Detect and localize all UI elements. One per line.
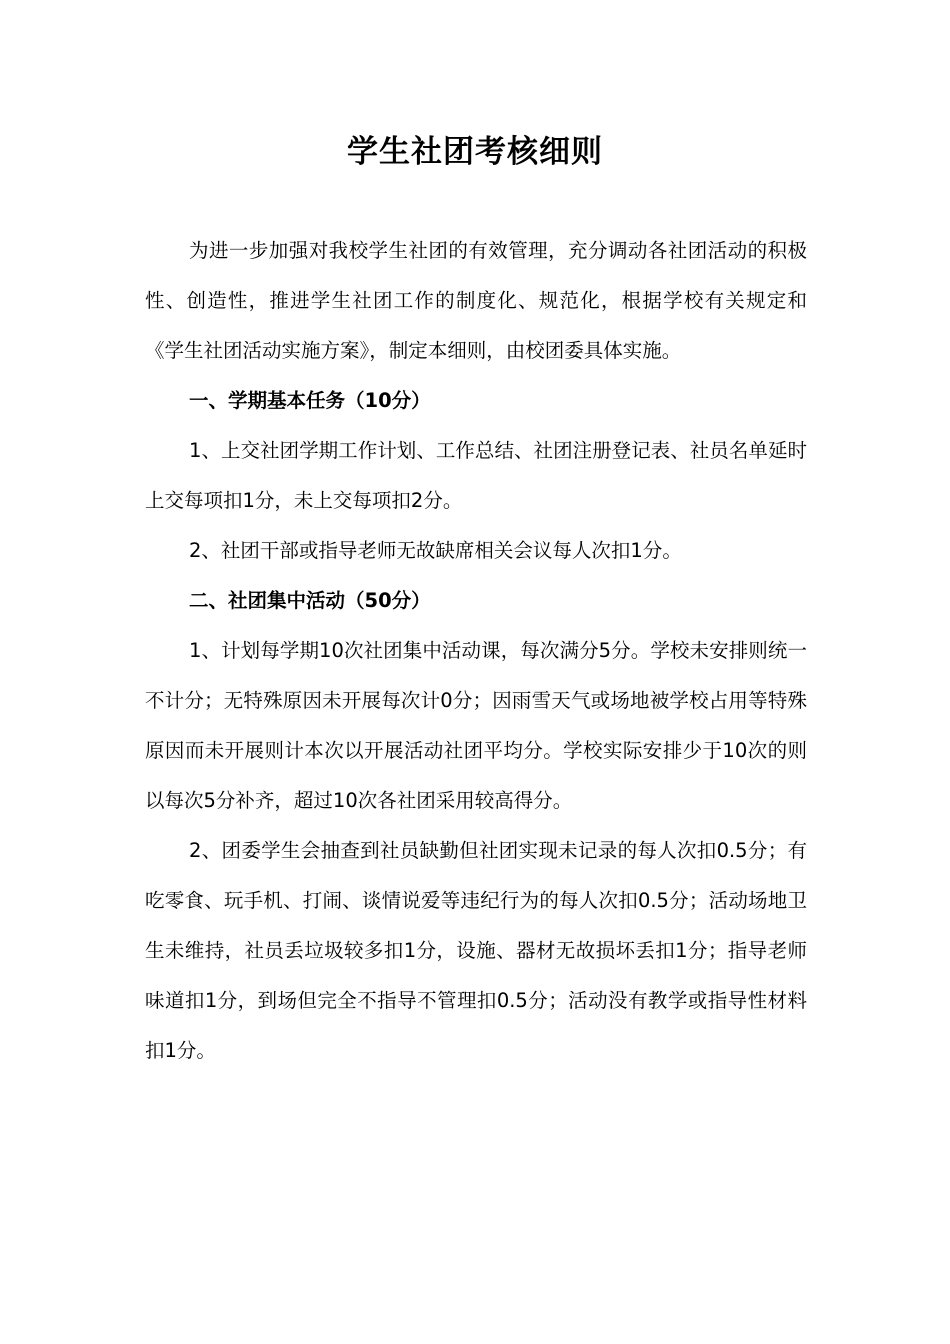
intro-paragraph: 为进一步加强对我校学生社团的有效管理，充分调动各社团活动的积极性、创造性，推进学生社团工作的制度化、规范化，根据学校有关规定和《学生社团活动实施方案》，制定本细则，由校团委具体实施。 — [145, 239, 807, 362]
section-2-item-2: 2、团委学生会抽查到社员缺勤但社团实现未记录的每人次扣0.5分；有吃零食、玩手机、打闹、谈情说爱等违纪行为的每人次扣0.5分；活动场地卫生未维持，社员丢垃圾较多扣1分，设施、器材无故损坏丢扣1分；指导老师味道扣1分，到场但完全不指导不管理扣0.5分；活动没有教学或指导性材料扣1分。 — [145, 839, 807, 1062]
section-2-item-1: 1、计划每学期10次社团集中活动课，每次满分5分。学校未安排则统一不计分；无特殊原因未开展每次计0分；因雨雪天气或场地被学校占用等特殊原因而未开展则计本次以开展活动社团平均分。学校实际安排少于10次的则以每次5分补齐，超过10次各社团采用较高得分。 — [145, 639, 807, 812]
section-1-item-1: 1、上交社团学期工作计划、工作总结、社团注册登记表、社员名单延时上交每项扣1分，未上交每项扣2分。 — [145, 439, 807, 512]
document-body — [145, 226, 807, 1076]
document-title: 学生社团考核细则 — [347, 134, 603, 170]
section-heading-basic-tasks: 一、学期基本任务（10分） — [189, 389, 431, 412]
section-heading-group-activities: 二、社团集中活动（50分） — [189, 589, 431, 612]
section-1-item-2: 2、社团干部或指导老师无故缺席相关会议每人次扣1分。 — [189, 539, 682, 562]
